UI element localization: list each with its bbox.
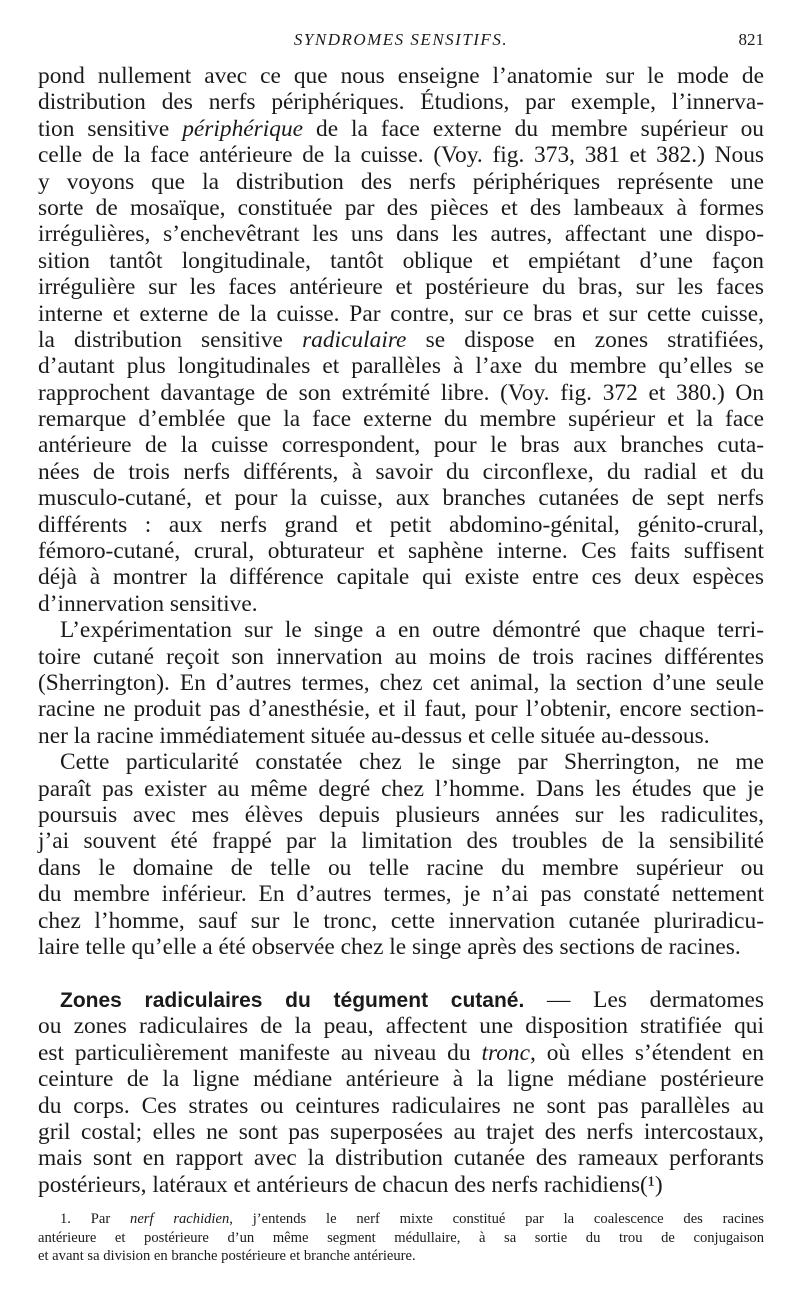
emphasis: périphérique xyxy=(182,115,304,142)
footnote-term: nerf rachidien xyxy=(130,1211,230,1227)
text-line: nées de trois nerfs différents, à savoir du circonflexe, du radial et du xyxy=(38,458,764,485)
text-line: interne et externe de la cuisse. Par contre, sur ce bras et sur cette cuisse, xyxy=(38,300,764,327)
text-line: y voyons que la distribution des nerfs périphériques représente une xyxy=(38,168,764,195)
text-line: sition tantôt longitudinale, tantôt oblique et empiétant d’une façon xyxy=(38,247,764,274)
text-line: ceinture de la ligne médiane antérieure à la ligne médiane postérieure xyxy=(38,1066,764,1093)
text-line: chez l’homme, sauf sur le tronc, cette innervation cutanée pluriradicu- xyxy=(38,907,764,934)
page-number: 821 xyxy=(738,30,764,49)
footnote-line: antérieure et postérieure d’un même segment médullaire, à sa sortie du trou de conjugaison xyxy=(38,1229,764,1246)
text-line: ner la racine immédiatement située au-dessus et celle située au-dessous. xyxy=(38,722,710,749)
running-head xyxy=(38,30,764,56)
text-line: poursuis avec mes élèves depuis plusieurs années sur les radiculites, xyxy=(38,801,764,828)
text-line: paraît pas exister au même degré chez l’homme. Dans les études que je xyxy=(38,775,764,802)
text-line: Cette particularité constatée chez le singe par Sherrington, ne me xyxy=(60,749,764,776)
text-line: L’expérimentation sur le singe a en outre démontré que chaque terri- xyxy=(60,617,764,644)
text-line: postérieurs, latéraux et antérieurs de chacun des nerfs rachidiens(¹) xyxy=(38,1171,663,1198)
text-line: rapprochent davantage de son extrémité libre. (Voy. fig. 372 et 380.) On xyxy=(38,379,764,406)
text-line: distribution des nerfs périphériques. Étudions, par exemple, l’innerva- xyxy=(38,89,764,116)
text-line: (Sherrington). En d’autres termes, chez cet animal, la section d’une seule xyxy=(38,669,764,696)
text-line: antérieure de la cuisse correspondent, pour le bras aux branches cuta- xyxy=(38,432,764,459)
text-line: j’ai souvent été frappé par la limitation des troubles de la sensibilité xyxy=(38,828,764,855)
section-text xyxy=(38,987,764,1198)
text-line: différents : aux nerfs grand et petit abdomino-génital, génito-crural, xyxy=(38,511,764,538)
text-line: toire cutané reçoit son innervation au moins de trois racines différentes xyxy=(38,643,764,670)
text-line: mais sont en rapport avec la distribution cutanée des rameaux perforants xyxy=(38,1145,764,1172)
emphasis: radiculaire xyxy=(302,326,407,353)
text-line: irrégulière sur les faces antérieure et postérieure du bras, sur les faces xyxy=(38,274,764,301)
text-line: gril costal; elles ne sont pas superposées au trajet des nerfs intercostaux, xyxy=(38,1118,764,1145)
text-line: d’autant plus longitudinales et parallèles à l’axe du membre qu’elles se xyxy=(38,353,764,380)
text-line: pond nullement avec ce que nous enseigne l’anatomie sur le mode de xyxy=(38,63,764,89)
text-line: tion sensitive périphérique de la face externe du membre supérieur ou xyxy=(38,115,764,142)
text-line: remarque d’emblée que la face externe du membre supérieur et la face xyxy=(38,406,764,433)
text-line: la distribution sensitive radiculaire se dispose en zones stratifiées, xyxy=(38,326,764,353)
footnote xyxy=(38,1210,764,1266)
text-line: du membre inférieur. En d’autres termes, je n’ai pas constaté nettement xyxy=(38,881,764,908)
text-line: musculo-cutané, et pour la cuisse, aux branches cutanées de sept nerfs xyxy=(38,485,764,512)
text-line: du corps. Ces strates ou ceintures radiculaires ne sont pas parallèles au xyxy=(38,1092,764,1119)
text-line: laire telle qu’elle a été observée chez le singe après des sections de racines. xyxy=(38,933,741,960)
emphasis: tronc xyxy=(481,1039,531,1066)
text-line: racine ne produit pas d’anesthésie, et il faut, pour l’obtenir, encore section- xyxy=(38,696,764,723)
text-line: déjà à montrer la différence capitale qui existe entre ces deux espèces xyxy=(38,564,764,591)
text-line: d’innervation sensitive. xyxy=(38,590,258,617)
text-line: Zones radiculaires du tégument cutané. — Les dermatomes xyxy=(60,987,764,1013)
text-line: sorte de mosaïque, constituée par des pièces et des lambeaux à formes xyxy=(38,194,764,221)
footnote-line: 1. Par nerf rachidien, j’entends le nerf mixte constitué par la coalescence des racines xyxy=(60,1211,764,1227)
text-line: irrégulières, s’enchevêtrant les uns dans les autres, affectant une dispo- xyxy=(38,221,764,248)
text-line: fémoro-cutané, crural, obturateur et saphène interne. Ces faits suffisent xyxy=(38,538,764,565)
running-title: SYNDROMES SENSITIFS. xyxy=(293,30,509,49)
text-line: celle de la face antérieure de la cuisse. (Voy. fig. 373, 381 et 382.) Nous xyxy=(38,142,764,169)
text-line: ou zones radiculaires de la peau, affectent une disposition stratifiée qui xyxy=(38,1013,764,1040)
footnote-line: et avant sa division en branche postérieure et branche antérieure. xyxy=(38,1248,416,1264)
footnote-number: 1. xyxy=(60,1211,71,1227)
section-heading: Zones radiculaires du tégument cutané. xyxy=(60,989,525,1012)
text-line: dans le domaine de telle ou telle racine du membre supérieur ou xyxy=(38,854,764,881)
text-line: est particulièrement manifeste au niveau du tronc, où elles s’étendent en xyxy=(38,1039,764,1066)
main-text xyxy=(38,63,764,960)
